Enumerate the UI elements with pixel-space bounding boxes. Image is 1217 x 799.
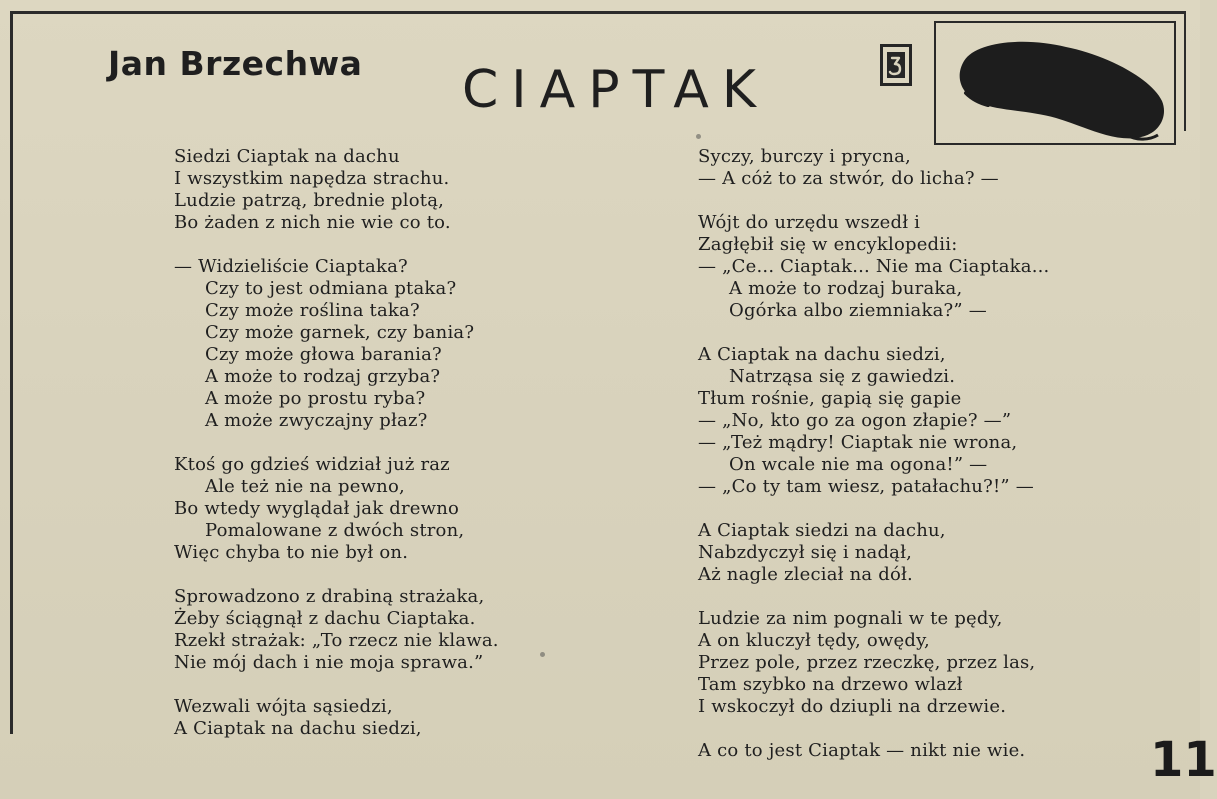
poem-line: I wszystkim napędza strachu. (174, 168, 450, 189)
poem-line: Żeby ściągnął z dachu Ciaptaka. (174, 608, 476, 629)
poem-line: Bo wtedy wyglądał jak drewno (174, 498, 460, 519)
poem-line: Bo żaden z nich nie wie co to. (174, 212, 451, 233)
poem-line: — A cóż to za stwór, do licha? — (698, 168, 999, 189)
poem-line: Tam szybko na drzewo wlazł (698, 674, 963, 695)
stanza (174, 256, 554, 432)
poem-line: A może zwyczajny płaz? (205, 410, 428, 431)
poem-line: On wcale nie ma ogona!” — (729, 454, 988, 475)
right-border-rule (1184, 11, 1186, 131)
poem-line: Ale też nie na pewno, (205, 476, 405, 497)
ciaptak-illustration (934, 21, 1176, 145)
poem-line: Ludzie za nim pognali w te pędy, (698, 608, 1003, 629)
stanza (698, 520, 1098, 586)
poem-line: A on kluczył tędy, owędy, (698, 630, 930, 651)
poem-line: — „Co ty tam wiesz, patałachu?!” — (698, 476, 1034, 497)
print-speck (540, 652, 545, 657)
poem-line: Pomalowane z dwóch stron, (205, 520, 465, 541)
poem-line: Natrząsa się z gawiedzi. (729, 366, 956, 387)
poem-line: Ludzie patrzą, brednie plotą, (174, 190, 445, 211)
stanza (174, 696, 554, 740)
poem-line: A może po prostu ryba? (205, 388, 426, 409)
stanza (174, 454, 554, 564)
poem-line: A może to rodzaj grzyba? (205, 366, 441, 387)
author-name: Jan Brzechwa (108, 44, 363, 83)
stanza (174, 586, 554, 674)
page-number: 11 (1150, 732, 1217, 788)
poem-title: CIAPTAK (462, 60, 769, 120)
poem-line: Nie mój dach i nie moja sprawa.” (174, 652, 484, 673)
poem-line: — Widzieliście Ciaptaka? (174, 256, 408, 277)
poem-line: A Ciaptak siedzi na dachu, (698, 520, 946, 541)
ciaptak-blob-icon (936, 23, 1178, 147)
poem-line: Więc chyba to nie był on. (174, 542, 409, 563)
poem-line: Zagłębił się w encyklopedii: (698, 234, 958, 255)
print-speck (696, 134, 701, 139)
poem-line: Czy to jest odmiana ptaka? (205, 278, 457, 299)
number-3-icon (880, 44, 912, 86)
poem-column-right (698, 146, 1098, 784)
poem-line: Czy może głowa barania? (205, 344, 442, 365)
poem-line: I wskoczył do dziupli na drzewie. (698, 696, 1007, 717)
stanza (174, 146, 554, 234)
stanza (698, 212, 1098, 322)
poem-line: Aż nagle zleciał na dół. (698, 564, 913, 585)
poem-line: Tłum rośnie, gapią się gapie (698, 388, 962, 409)
poem-line: Czy może roślina taka? (205, 300, 420, 321)
stanza (698, 740, 1098, 762)
poem-line: Wójt do urzędu wszedł i (698, 212, 921, 233)
poem-line: A Ciaptak na dachu siedzi, (174, 718, 422, 739)
poem-line: Ktoś go gdzieś widział już raz (174, 454, 450, 475)
stanza (698, 608, 1098, 718)
poem-line: Wezwali wójta sąsiedzi, (174, 696, 393, 717)
poem-line: Ogórka albo ziemniaka?” — (729, 300, 987, 321)
left-border-rule (10, 11, 13, 734)
poem-line: Czy może garnek, czy bania? (205, 322, 475, 343)
poem-line: Nabzdyczył się i nadął, (698, 542, 913, 563)
poem-line: — „Też mądry! Ciaptak nie wrona, (698, 432, 1018, 453)
poem-line: A Ciaptak na dachu siedzi, (698, 344, 946, 365)
poem-line: Przez pole, przez rzeczkę, przez las, (698, 652, 1036, 673)
poem-line: — „No, kto go za ogon złapie? —” (698, 410, 1012, 431)
poem-line: Sprowadzono z drabiną strażaka, (174, 586, 485, 607)
poem-line: Syczy, burczy i prycna, (698, 146, 911, 167)
poem-line: Rzekł strażak: „To rzecz nie klawa. (174, 630, 499, 651)
top-border-rule (10, 11, 1186, 14)
poem-column-left (174, 146, 554, 762)
poem-line: A co to jest Ciaptak — nikt nie wie. (698, 740, 1026, 761)
poem-line: A może to rodzaj buraka, (729, 278, 963, 299)
poem-line: Siedzi Ciaptak na dachu (174, 146, 400, 167)
stanza (698, 146, 1098, 190)
poem-line: — „Ce... Ciaptak... Nie ma Ciaptaka... (698, 256, 1050, 277)
stanza (698, 344, 1098, 498)
